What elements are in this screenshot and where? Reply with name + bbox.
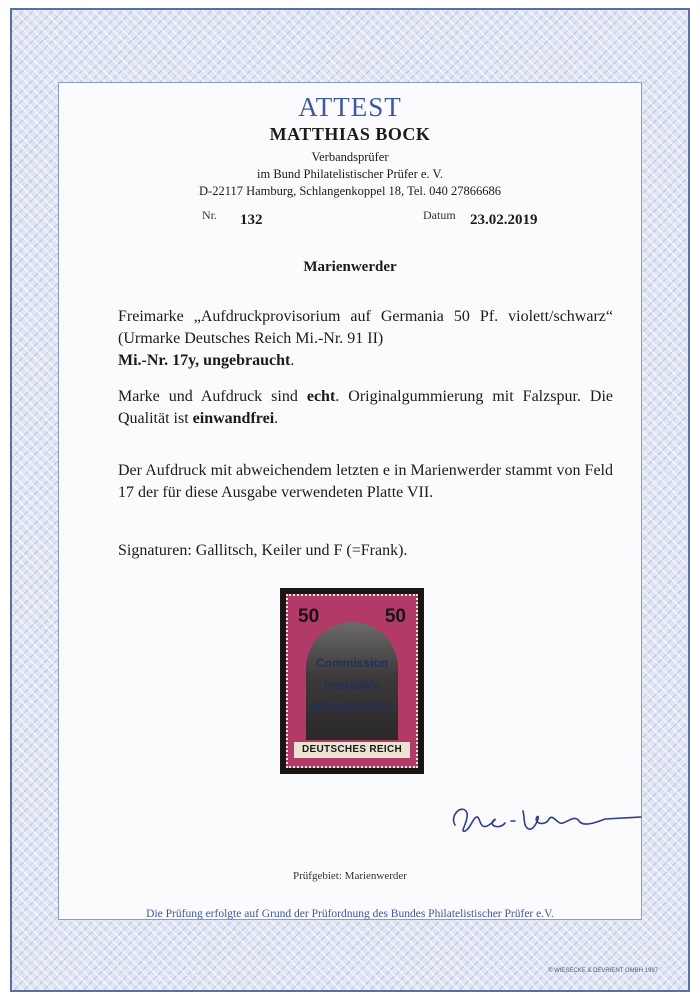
authenticity-verdict: echt: [306, 388, 336, 405]
authenticity-text-a: Marke und Aufdruck sind: [118, 388, 307, 405]
printer-mark: © WIESECKE & DEVRIENT GMBH 1997: [548, 968, 659, 974]
number-label: Nr.: [202, 208, 217, 222]
quality-verdict: einwandfrei: [192, 410, 275, 427]
description-text: Freimarke „Aufdruckprovisorium auf Germania 50 Pf. violett/schwarz“ (Urmarke Deutsches Reich Mi.-Nr. 91 II): [118, 308, 613, 347]
overprint-line-1: Commission: [315, 656, 388, 670]
stamp: [286, 594, 418, 768]
examiner-name: MATTHIAS BOCK: [269, 124, 431, 144]
number-value: 132: [240, 212, 263, 228]
date-label: Datum: [423, 208, 456, 222]
date-value: 23.02.2019: [470, 212, 538, 228]
authenticity-paragraph: [118, 386, 613, 430]
stamp-value-left: 50: [298, 606, 320, 627]
examination-rule: Die Prüfung erfolgte auf Grund der Prüfordnung des Bundes Philatelistischer Prüfer e.V.: [146, 908, 554, 920]
examiner-association: im Bund Philatelistischer Prüfer e. V.: [257, 167, 443, 181]
overprint: [288, 652, 416, 718]
description-paragraph: [118, 306, 613, 372]
examiner-address: D-22117 Hamburg, Schlangenkoppel 18, Tel. 040 27866686: [199, 184, 501, 198]
description-end: .: [290, 352, 295, 369]
authenticity-end: .: [274, 410, 279, 427]
stamp-background: [280, 588, 424, 774]
examiner-role: Verbandsprüfer: [311, 150, 389, 164]
stamp-area-heading: Marienwerder: [303, 259, 397, 275]
catalogue-number: Mi.-Nr. 17y, ungebraucht: [118, 352, 291, 369]
signature-scribble: [445, 795, 645, 845]
stamp-country-banner: DEUTSCHES REICH: [294, 742, 410, 758]
authenticity-text-b: . Originalgummierung mit Falzspur. Die Qualität ist: [118, 388, 613, 427]
signature: [445, 795, 645, 850]
overprint-paragraph: Der Aufdruck mit abweichendem letzten e in Marienwerder stammt von Feld 17 der für diese Ausgabe verwendeten Platte VII.: [118, 462, 613, 501]
stamp-value-right: 50: [384, 606, 406, 627]
stamp-image: [280, 588, 424, 774]
signatures-paragraph: Signaturen: Gallitsch, Keiler und F (=Frank).: [118, 542, 408, 559]
certificate-title: ATTEST: [298, 92, 402, 122]
overprint-line-3: Marienwerder: [312, 700, 392, 714]
examination-area: Prüfgebiet: Marienwerder: [293, 870, 407, 882]
overprint-line-2: Interalliée: [323, 678, 381, 692]
